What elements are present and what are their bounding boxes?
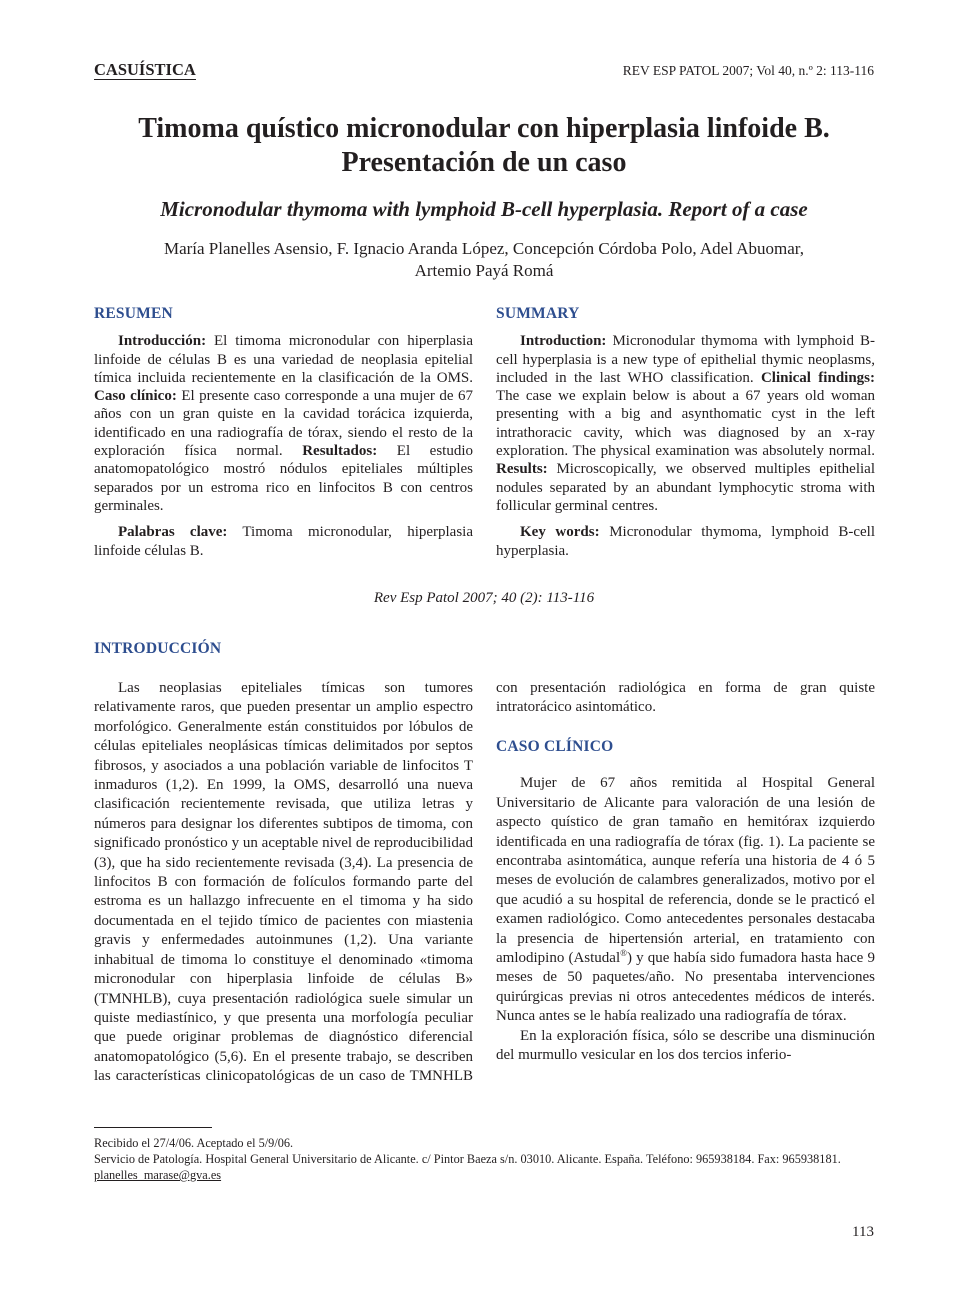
summary-kw-text: Micronodular thymoma, lymphoid B-cell hyperplasia. (496, 524, 876, 559)
resumen-result-text: El estudio anatomopatológico mostró nódulos epiteliales múltiples separados por un estroma rico en linfocitos B con centros germinales. (94, 443, 473, 514)
resumen-intro-label: Introducción: (118, 333, 207, 350)
introduccion-section (94, 640, 473, 658)
summary-kw-label: Key words: (520, 524, 600, 541)
title-line-2: Presentación de un caso (341, 147, 627, 178)
article-title (60, 112, 908, 180)
resumen-caso-label: Caso clínico: (94, 388, 177, 405)
citation: Rev Esp Patol 2007; 40 (2): 113-116 (373, 590, 595, 606)
resumen-heading: RESUMEN (94, 305, 173, 322)
introduccion-body: Las neoplasias epiteliales tímicas son tumores relativamente raros, que pueden presentar un amplio espectro morfológico. Generalmente están constituidos por lóbulos de células epiteliales neoplásicas tímicas delimitados por septos fibrosos, y asociados a una población variable de linfocitos T inmaduros (1,2). En 1999, la OMS, desarrolló una nueva clasificación recientemente revisada, que utiliza letras y números para designar los diferentes subtipos de timoma, con significado pronóstico y un aceptable nivel de reproducibilidad (3), que ha sido recientemente revisada (3,4). La presencia de linfocitos B con formación de folículos formando parte del estroma es un hallazgo infrecuente en el timoma y ha sido documentada en el tejido tímico de pacientes con miastenia gravis y enfermedades autoinmunes (1,2). Una variante inhabitual de timoma lo constituye el denominado «timoma micronodular con hiperplasia linfoide de células B» (TMNHLB), cuya presentación radiológica suele simular un quiste mediastínico, y que presenta una morfología peculiar que puede originar problemas de diagnóstico diferencial anatomopatológico (5,6). En el presente trabajo, se describen las características clinicopatológicas de un caso de TMNHLB con presentación radiológica en forma de gran quiste intratorácico asintomático. (94, 680, 875, 1085)
resumen-intro-text: El timoma micronodular con hiperplasia linfoide de células B es una variedad de neoplasia epitelial tímica incluida recientemente en la clasificación de la OMS. (94, 333, 474, 386)
resumen-kw-text: Timoma micronodular, hiperplasia linfoide células B. (94, 524, 474, 559)
footnote-divider (94, 1127, 212, 1128)
caso-clinico-p1-after: ) y que había sido fumadora hasta hace 9 meses de 50 paquetes/año. No presentaba intervenciones quirúrgicas previas ni otros antecedentes médicos de interés. Nunca antes se le había realizado una radiografía de tórax. (496, 950, 875, 1025)
journal-reference: REV ESP PATOL 2007; Vol 40, n.º 2: 113-116 (622, 63, 874, 78)
resumen-caso-text: El presente caso corresponde a una mujer de 67 años con un gran quiste en la cavidad torácica izquierda, identificado en una radiografía de tórax, siendo el resto de la exploración física normal. (94, 388, 474, 460)
summary-intro-text: Micronodular thymoma with lymphoid B-cell hyperplasia is a new type of epithelial thymic neoplasms, included in the last WHO classification. (496, 333, 876, 386)
title-line-1: Timoma quístico micronodular con hiperplasia linfoide B. (138, 113, 830, 144)
page-number: 113 (852, 1224, 874, 1240)
resumen-section (94, 305, 473, 560)
summary-paragraph (496, 332, 875, 515)
caso-clinico-heading: CASO CLÍNICO (496, 738, 614, 755)
summary-findings-label: Clinical findings: (760, 369, 875, 386)
authors (60, 238, 908, 282)
service-address: Servicio de Patología. Hospital General Universitario de Alicante. c/ Pintor Baeza s/n. 03010. Alicante. España. Teléfono: 965938184. Fax: 965938181. (94, 1152, 841, 1166)
caso-clinico-paragraph-2: En la exploración física, sólo se describe una disminución del murmullo vesicular en los dos tercios inferio- (496, 1027, 875, 1064)
email-link[interactable]: planelles_marase@gva.es (94, 1168, 222, 1182)
received-date: Recibido el 27/4/06. Aceptado el 5/9/06. (94, 1136, 294, 1150)
resumen-result-label: Resultados: (302, 443, 378, 460)
resumen-keywords (94, 523, 473, 560)
caso-clinico-paragraph-1 (496, 774, 875, 1026)
introduccion-heading: INTRODUCCIÓN (94, 640, 222, 657)
caso-clinico-section (496, 737, 875, 1066)
authors-line-2: Artemio Payá Romá (414, 261, 554, 280)
summary-results-text: Microscopically, we observed multiples epithelial nodules separated by an abundant lymphocytic stroma with follicular germinal centres. (496, 461, 876, 514)
summary-findings-text: The case we explain below is about a 67 years old woman presenting with a big and asynthomatic cyst in the left intrathoracic cavity, which was diagnosed by an x-ray exploration. The physical examination was absolutely normal. (496, 388, 875, 460)
section-label: CASUÍSTICA (94, 60, 196, 79)
footnotes (94, 1135, 894, 1183)
summary-intro-label: Introduction: (520, 333, 607, 350)
authors-line-1: María Planelles Asensio, F. Ignacio Aranda López, Concepción Córdoba Polo, Adel Abuomar, (163, 239, 805, 258)
resumen-paragraph (94, 332, 473, 515)
article-subtitle: Micronodular thymoma with lymphoid B-cell hyperplasia. Report of a case (160, 197, 808, 221)
summary-keywords (496, 523, 875, 560)
summary-heading: SUMMARY (496, 305, 580, 322)
summary-section (496, 305, 875, 560)
caso-clinico-p1-before: Mujer de 67 años remitida al Hospital General Universitario de Alicante para valoración de una lesión de aspecto quístico de gran tamaño en hemitórax izquierdo identificada en una radiografía de tórax (fig. 1). La paciente se encontraba asintomática, aunque refería una historia de 4 ó 5 meses de evolución de calambres generalizados, motivo por el que acudió a su hospital de referencia, donde se le practicó el examen radiológico. Como antecedentes personales destacaba la presencia de hipertensión arterial, en tratamiento con amlodipino (Astudal (496, 775, 875, 967)
summary-results-label: Results: (496, 461, 548, 478)
resumen-kw-label: Palabras clave: (118, 524, 228, 541)
registered-mark: ® (620, 948, 627, 959)
